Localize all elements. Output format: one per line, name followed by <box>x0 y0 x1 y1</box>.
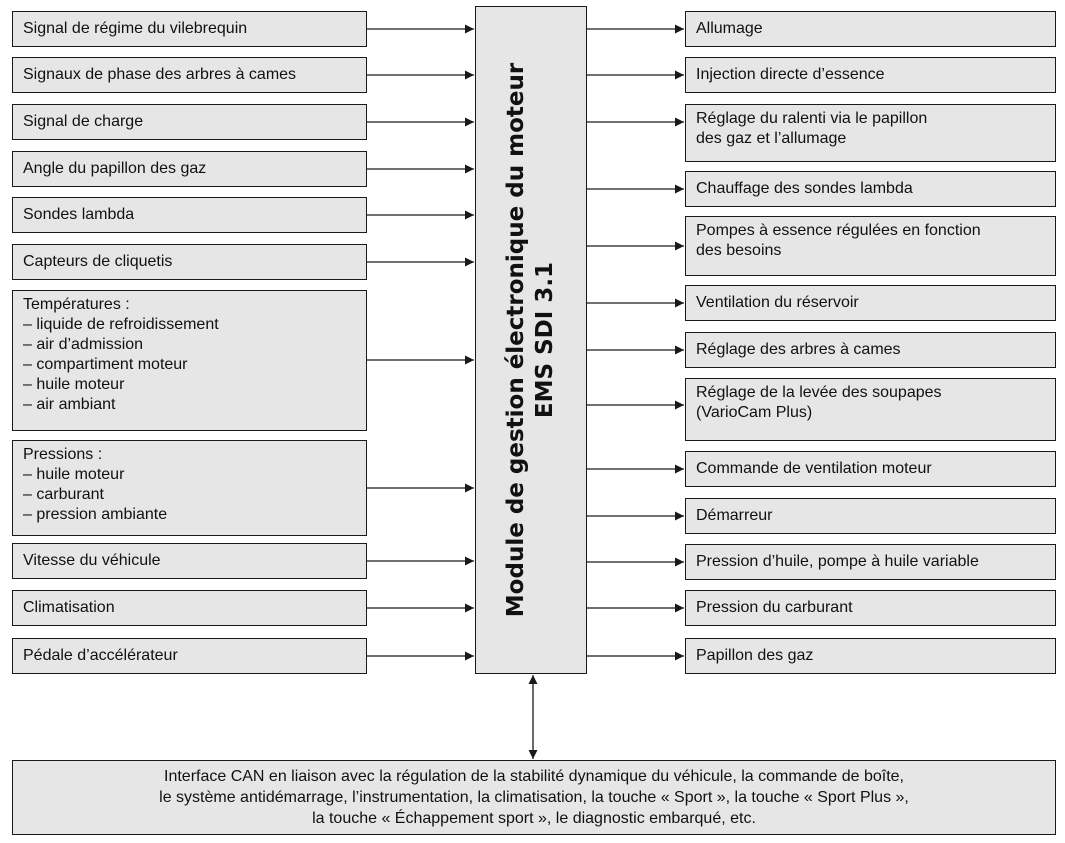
output-label: Ventilation du réservoir <box>696 294 859 311</box>
output-label: Chauffage des sondes lambda <box>696 180 913 197</box>
input-label: Pressions : – huile moteur – carburant – pression ambiante <box>23 446 168 523</box>
output-label: Pompes à essence régulées en fonction des besoins <box>696 222 981 259</box>
output-label: Démarreur <box>696 507 773 524</box>
input-label: Pédale d’accélérateur <box>23 647 178 664</box>
input-label: Signal de régime du vilebrequin <box>23 20 248 37</box>
input-label: Capteurs de cliquetis <box>23 253 173 270</box>
output-label: Allumage <box>696 20 763 37</box>
input-label: Climatisation <box>23 599 115 616</box>
output-label: Commande de ventilation moteur <box>696 460 932 477</box>
output-label: Réglage de la levée des soupapes (VarioCam Plus) <box>696 384 942 421</box>
output-label: Réglage du ralenti via le papillon des gaz et l’allumage <box>696 110 928 147</box>
output-label: Pression du carburant <box>696 599 853 616</box>
output-label: Réglage des arbres à cames <box>696 341 901 358</box>
input-label: Angle du papillon des gaz <box>23 160 207 177</box>
module-title: Module de gestion électronique du moteur <box>503 62 529 618</box>
output-label: Injection directe d’essence <box>696 66 885 83</box>
input-label: Signal de charge <box>23 113 144 130</box>
input-label: Températures : – liquide de refroidissement – air d’admission – compartiment moteur – huile moteur – air ambiant <box>23 296 219 413</box>
module-model: EMS SDI 3.1 <box>532 261 558 419</box>
output-label: Pression d’huile, pompe à huile variable <box>696 553 979 570</box>
input-label: Sondes lambda <box>23 206 135 223</box>
input-label: Vitesse du véhicule <box>23 552 161 569</box>
can-interface-text: Interface CAN en liaison avec la régulation de la stabilité dynamique du véhicule, la commande de boîte, le système antidémarrage, l’instrumentation, la climatisation, la touche « Sport », la touche « Sport Plus », la touche « Échappement sport », le diagnostic embarqué, etc. <box>159 768 909 827</box>
input-label: Signaux de phase des arbres à cames <box>23 66 297 83</box>
output-label: Papillon des gaz <box>696 647 814 664</box>
